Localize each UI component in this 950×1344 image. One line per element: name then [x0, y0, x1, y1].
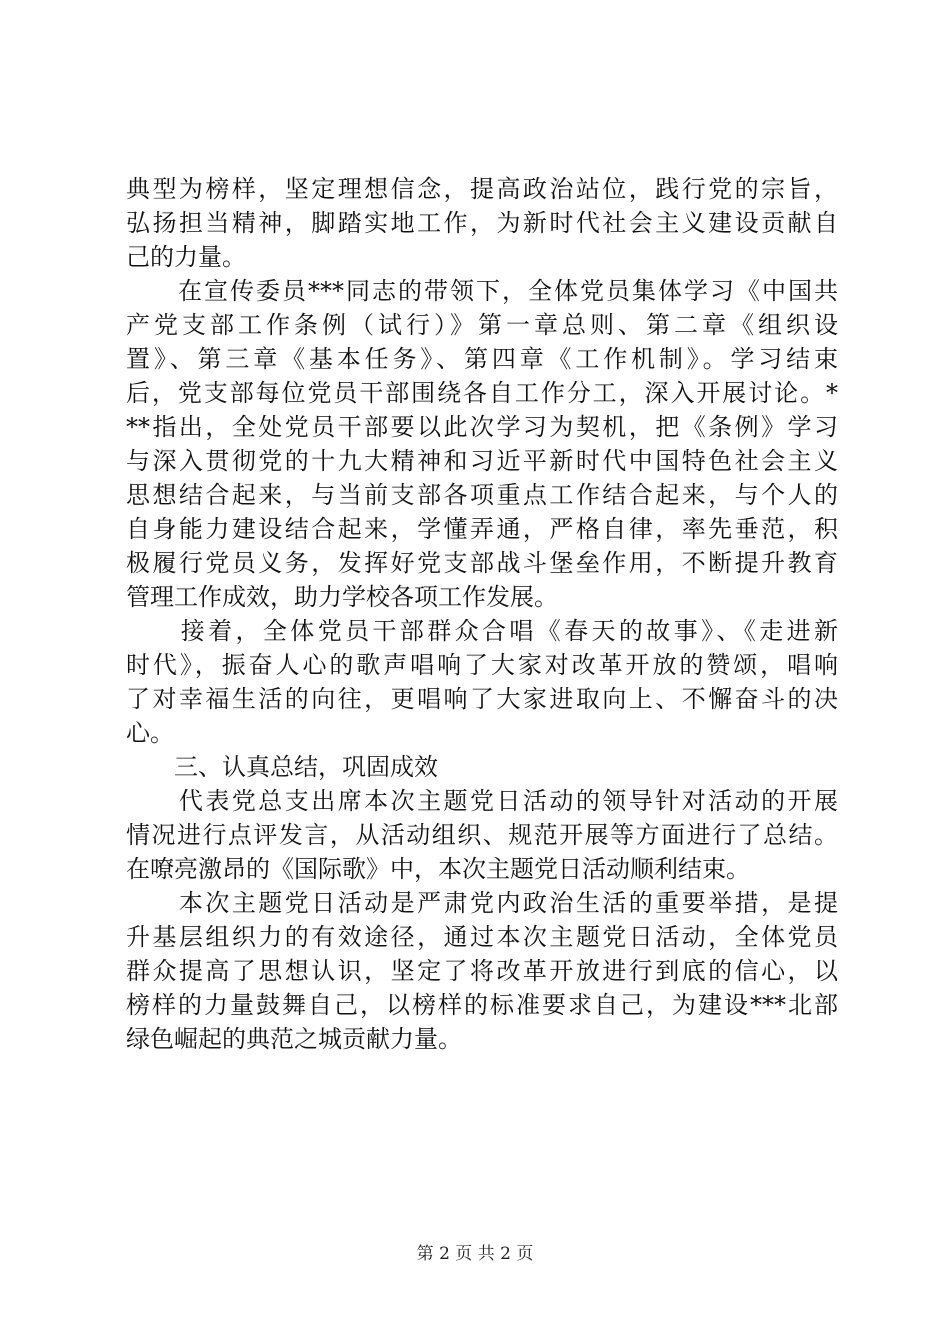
text-line: 产党支部工作条例（试行）》第一章总则、第二章《组织设 — [126, 311, 838, 339]
text-line: 代表党总支出席本次主题党日活动的领导针对活动的开展 — [126, 787, 838, 815]
text-line: 群众提高了思想认识，坚定了将改革开放进行到底的信心，以 — [126, 957, 838, 985]
text-line: 绿色崛起的典范之城贡献力量。 — [126, 1025, 462, 1053]
text-line: 情况进行点评发言，从活动组织、规范开展等方面进行了总结。 — [126, 821, 838, 849]
paragraph — [126, 172, 838, 274]
section-heading — [126, 750, 838, 784]
text-line: 在宣传委员***同志的带领下，全体党员集体学习《中国共 — [126, 277, 838, 305]
text-line: **指出，全处党员干部要以此次学习为契机，把《条例》学习 — [126, 413, 838, 441]
text-line: 本次主题党日活动是严肃党内政治生活的重要举措，是提 — [126, 889, 838, 917]
text-line: 典型为榜样，坚定理想信念，提高政治站位，践行党的宗旨， — [126, 175, 838, 203]
text-line: 榜样的力量鼓舞自己，以榜样的标准要求自己，为建设***北部 — [126, 991, 838, 1019]
text-line: 自身能力建设结合起来，学懂弄通，严格自律，率先垂范，积 — [126, 515, 838, 543]
text-line: 升基层组织力的有效途径，通过本次主题党日活动，全体党员 — [126, 923, 838, 951]
text-line: 后，党支部每位党员干部围绕各自工作分工，深入开展讨论。* — [126, 379, 838, 407]
text-line: 置》、第三章《基本任务》、第四章《工作机制》。学习结束 — [126, 345, 838, 373]
text-line: 己的力量。 — [126, 243, 246, 271]
text-line: 极履行党员义务，发挥好党支部战斗堡垒作用，不断提升教育 — [126, 549, 838, 577]
paragraph — [126, 274, 838, 614]
paragraph — [126, 784, 838, 886]
text-line: 弘扬担当精神，脚踏实地工作，为新时代社会主义建设贡献自 — [126, 209, 838, 237]
text-line: 在嘹亮激昂的《国际歌》中，本次主题党日活动顺利结束。 — [126, 855, 750, 883]
text-line: 三、认真总结，巩固成效 — [126, 753, 438, 781]
text-line: 了对幸福生活的向往，更唱响了大家进取向上、不懈奋斗的决 — [126, 685, 838, 713]
text-line: 思想结合起来，与当前支部各项重点工作结合起来，与个人的 — [126, 481, 838, 509]
paragraph — [126, 614, 838, 750]
text-line: 与深入贯彻党的十九大精神和习近平新时代中国特色社会主义 — [126, 447, 838, 475]
text-line: 管理工作成效，助力学校各项工作发展。 — [126, 583, 558, 611]
text-line: 时代》，振奋人心的歌声唱响了大家对改革开放的赞颂，唱响 — [126, 651, 838, 679]
text-line: 心。 — [126, 719, 174, 747]
page-number-footer: 第 2 页 共 2 页 — [416, 1244, 534, 1264]
text-line: 接着，全体党员干部群众合唱《春天的故事》、《走进新 — [126, 617, 838, 645]
paragraph — [126, 886, 838, 1056]
body-text — [126, 172, 838, 1056]
